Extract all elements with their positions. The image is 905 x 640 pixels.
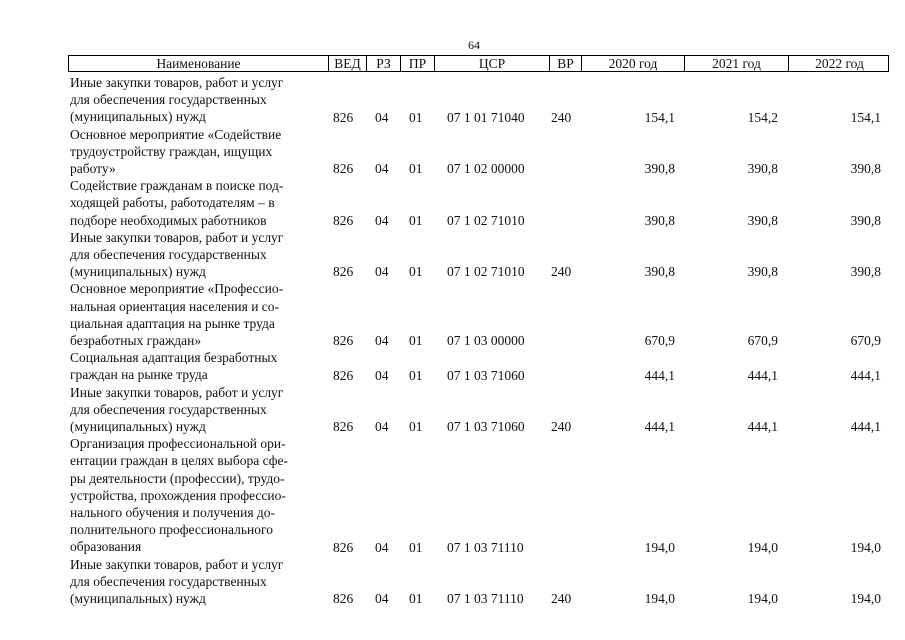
- cell-2022: 444,1: [850, 419, 881, 435]
- cell-2020: 194,0: [644, 591, 675, 607]
- cell-rz: 04: [375, 539, 389, 555]
- row-name-line: Иные закупки товаров, работ и услуг: [70, 75, 284, 90]
- cell-rz: 04: [375, 109, 389, 125]
- col-header-2020: 2020 год: [581, 56, 684, 71]
- cell-2022: 390,8: [850, 212, 881, 228]
- cell-2021: 390,8: [747, 264, 778, 280]
- row-name: [70, 349, 315, 383]
- cell-rz: 04: [375, 367, 389, 383]
- cell-ved: 826: [333, 333, 354, 349]
- cell-pr: 01: [409, 333, 423, 349]
- row-name-line: трудоустройству граждан, ищущих: [70, 143, 273, 159]
- col-header-ved: ВЕД: [328, 56, 366, 71]
- cell-2021: 444,1: [747, 367, 778, 383]
- cell-csr: 07 1 03 71060: [447, 419, 525, 435]
- cell-2021: 670,9: [747, 333, 778, 349]
- row-name-line: полнительного профессионального: [70, 522, 273, 538]
- row-name-line: для обеспечения государственных: [70, 247, 267, 262]
- row-name-line: (муниципальных) нужд: [70, 419, 206, 434]
- table-row: [0, 349, 905, 383]
- table-row: [0, 177, 905, 229]
- cell-rz: 04: [375, 333, 389, 349]
- row-name: [70, 177, 315, 229]
- col-header-name: Наименование: [156, 56, 241, 71]
- cell-csr: 07 1 03 00000: [447, 333, 525, 349]
- cell-ved: 826: [333, 212, 354, 228]
- cell-csr: 07 1 03 71110: [447, 539, 524, 555]
- cell-csr: 07 1 03 71060: [447, 367, 525, 383]
- cell-2022: 154,1: [850, 109, 881, 125]
- row-name-line: (муниципальных) нужд: [70, 109, 206, 125]
- cell-csr: 07 1 02 00000: [447, 161, 525, 177]
- row-name-line: ентации граждан в целях выбора сфе-: [70, 453, 288, 469]
- cell-ved: 826: [333, 419, 354, 435]
- row-name: [70, 229, 315, 281]
- table-row: [0, 229, 905, 281]
- cell-ved: 826: [333, 591, 354, 607]
- cell-pr: 01: [409, 161, 423, 177]
- row-name-line: циальная адаптация на рынке труда: [70, 315, 275, 331]
- cell-pr: 01: [409, 539, 423, 555]
- cell-ved: 826: [333, 109, 354, 125]
- row-name: [70, 435, 315, 555]
- cell-rz: 04: [375, 264, 389, 280]
- table-row: [0, 280, 905, 349]
- row-name-line: образования: [70, 539, 142, 555]
- cell-2022: 444,1: [850, 367, 881, 383]
- row-name-line: нального обучения и получения до-: [70, 505, 276, 520]
- cell-rz: 04: [375, 161, 389, 177]
- cell-2021: 194,0: [747, 591, 778, 607]
- cell-csr: 07 1 02 71010: [447, 212, 525, 228]
- row-name-line: ходящей работы, работодателям – в: [70, 195, 275, 211]
- table-row: [0, 126, 905, 178]
- cell-rz: 04: [375, 419, 389, 435]
- cell-2020: 390,8: [644, 264, 675, 280]
- cell-2022: 390,8: [850, 161, 881, 177]
- row-name: [70, 556, 315, 608]
- col-header-2021: 2021 год: [684, 56, 788, 71]
- row-name-line: Иные закупки товаров, работ и услуг: [70, 384, 284, 400]
- row-name-line: граждан на рынке труда: [70, 367, 208, 383]
- row-name-line: для обеспечения государственных: [70, 401, 267, 417]
- row-name-line: ры деятельности (профессии), трудо-: [70, 470, 285, 486]
- cell-rz: 04: [375, 212, 389, 228]
- cell-2021: 390,8: [747, 212, 778, 228]
- table-row: [0, 435, 905, 555]
- row-name-line: Основное мероприятие «Профессио-: [70, 281, 284, 297]
- row-name-line: для обеспечения государственных: [70, 573, 267, 589]
- cell-ved: 826: [333, 161, 354, 177]
- row-name-line: (муниципальных) нужд: [70, 264, 206, 280]
- cell-2022: 194,0: [850, 539, 881, 555]
- cell-pr: 01: [409, 419, 423, 435]
- row-name-line: Организация профессиональной ори-: [70, 436, 286, 452]
- cell-pr: 01: [409, 591, 423, 607]
- col-header-rz: РЗ: [366, 56, 400, 71]
- table-row: [0, 556, 905, 608]
- row-name-line: Основное мероприятие «Содействие: [70, 126, 282, 142]
- row-name-line: безработных граждан»: [70, 333, 202, 348]
- cell-pr: 01: [409, 264, 423, 280]
- col-header-vr: ВР: [549, 56, 581, 71]
- table-row: [0, 384, 905, 436]
- cell-2020: 444,1: [644, 419, 675, 435]
- table-row: [0, 74, 905, 126]
- cell-rz: 04: [375, 591, 389, 607]
- cell-2022: 390,8: [850, 264, 881, 280]
- cell-2020: 670,9: [644, 333, 675, 349]
- cell-2021: 194,0: [747, 539, 778, 555]
- row-name-line: Иные закупки товаров, работ и услуг: [70, 229, 284, 245]
- row-name: [70, 126, 315, 178]
- col-header-csr: ЦСР: [434, 56, 549, 71]
- col-header-2022: 2022 год: [788, 56, 890, 71]
- cell-vr: 240: [551, 264, 572, 280]
- page-number: 64: [468, 38, 480, 52]
- row-name-line: работу»: [70, 161, 116, 176]
- row-name-line: подборе необходимых работников: [70, 212, 267, 228]
- col-header-pr: ПР: [400, 56, 434, 71]
- cell-2020: 154,1: [644, 109, 675, 125]
- cell-csr: 07 1 01 71040: [447, 109, 525, 125]
- cell-vr: 240: [551, 109, 572, 125]
- cell-ved: 826: [333, 539, 354, 555]
- cell-pr: 01: [409, 367, 423, 383]
- row-name-line: устройства, прохождения профессио-: [70, 487, 286, 503]
- row-name-line: Содействие гражданам в поиске под-: [70, 178, 284, 194]
- cell-ved: 826: [333, 367, 354, 383]
- cell-vr: 240: [551, 419, 572, 435]
- cell-pr: 01: [409, 212, 423, 228]
- cell-pr: 01: [409, 109, 423, 125]
- cell-csr: 07 1 02 71010: [447, 264, 525, 280]
- table-header: [68, 55, 889, 72]
- cell-2020: 390,8: [644, 212, 675, 228]
- cell-2022: 670,9: [850, 333, 881, 349]
- cell-2020: 390,8: [644, 161, 675, 177]
- cell-2022: 194,0: [850, 591, 881, 607]
- row-name-line: нальная ориентация населения и со-: [70, 298, 280, 314]
- row-name: [70, 74, 315, 126]
- row-name-line: (муниципальных) нужд: [70, 591, 206, 606]
- cell-2020: 444,1: [644, 367, 675, 383]
- row-name: [70, 384, 315, 436]
- row-name-line: для обеспечения государственных: [70, 92, 267, 108]
- cell-ved: 826: [333, 264, 354, 280]
- row-name-line: Социальная адаптация безработных: [70, 350, 278, 366]
- row-name-line: Иные закупки товаров, работ и услуг: [70, 556, 284, 572]
- cell-2021: 390,8: [747, 161, 778, 177]
- row-name: [70, 280, 315, 349]
- cell-2020: 194,0: [644, 539, 675, 555]
- cell-2021: 154,2: [747, 109, 778, 125]
- cell-2021: 444,1: [747, 419, 778, 435]
- cell-vr: 240: [551, 591, 572, 607]
- cell-csr: 07 1 03 71110: [447, 591, 524, 607]
